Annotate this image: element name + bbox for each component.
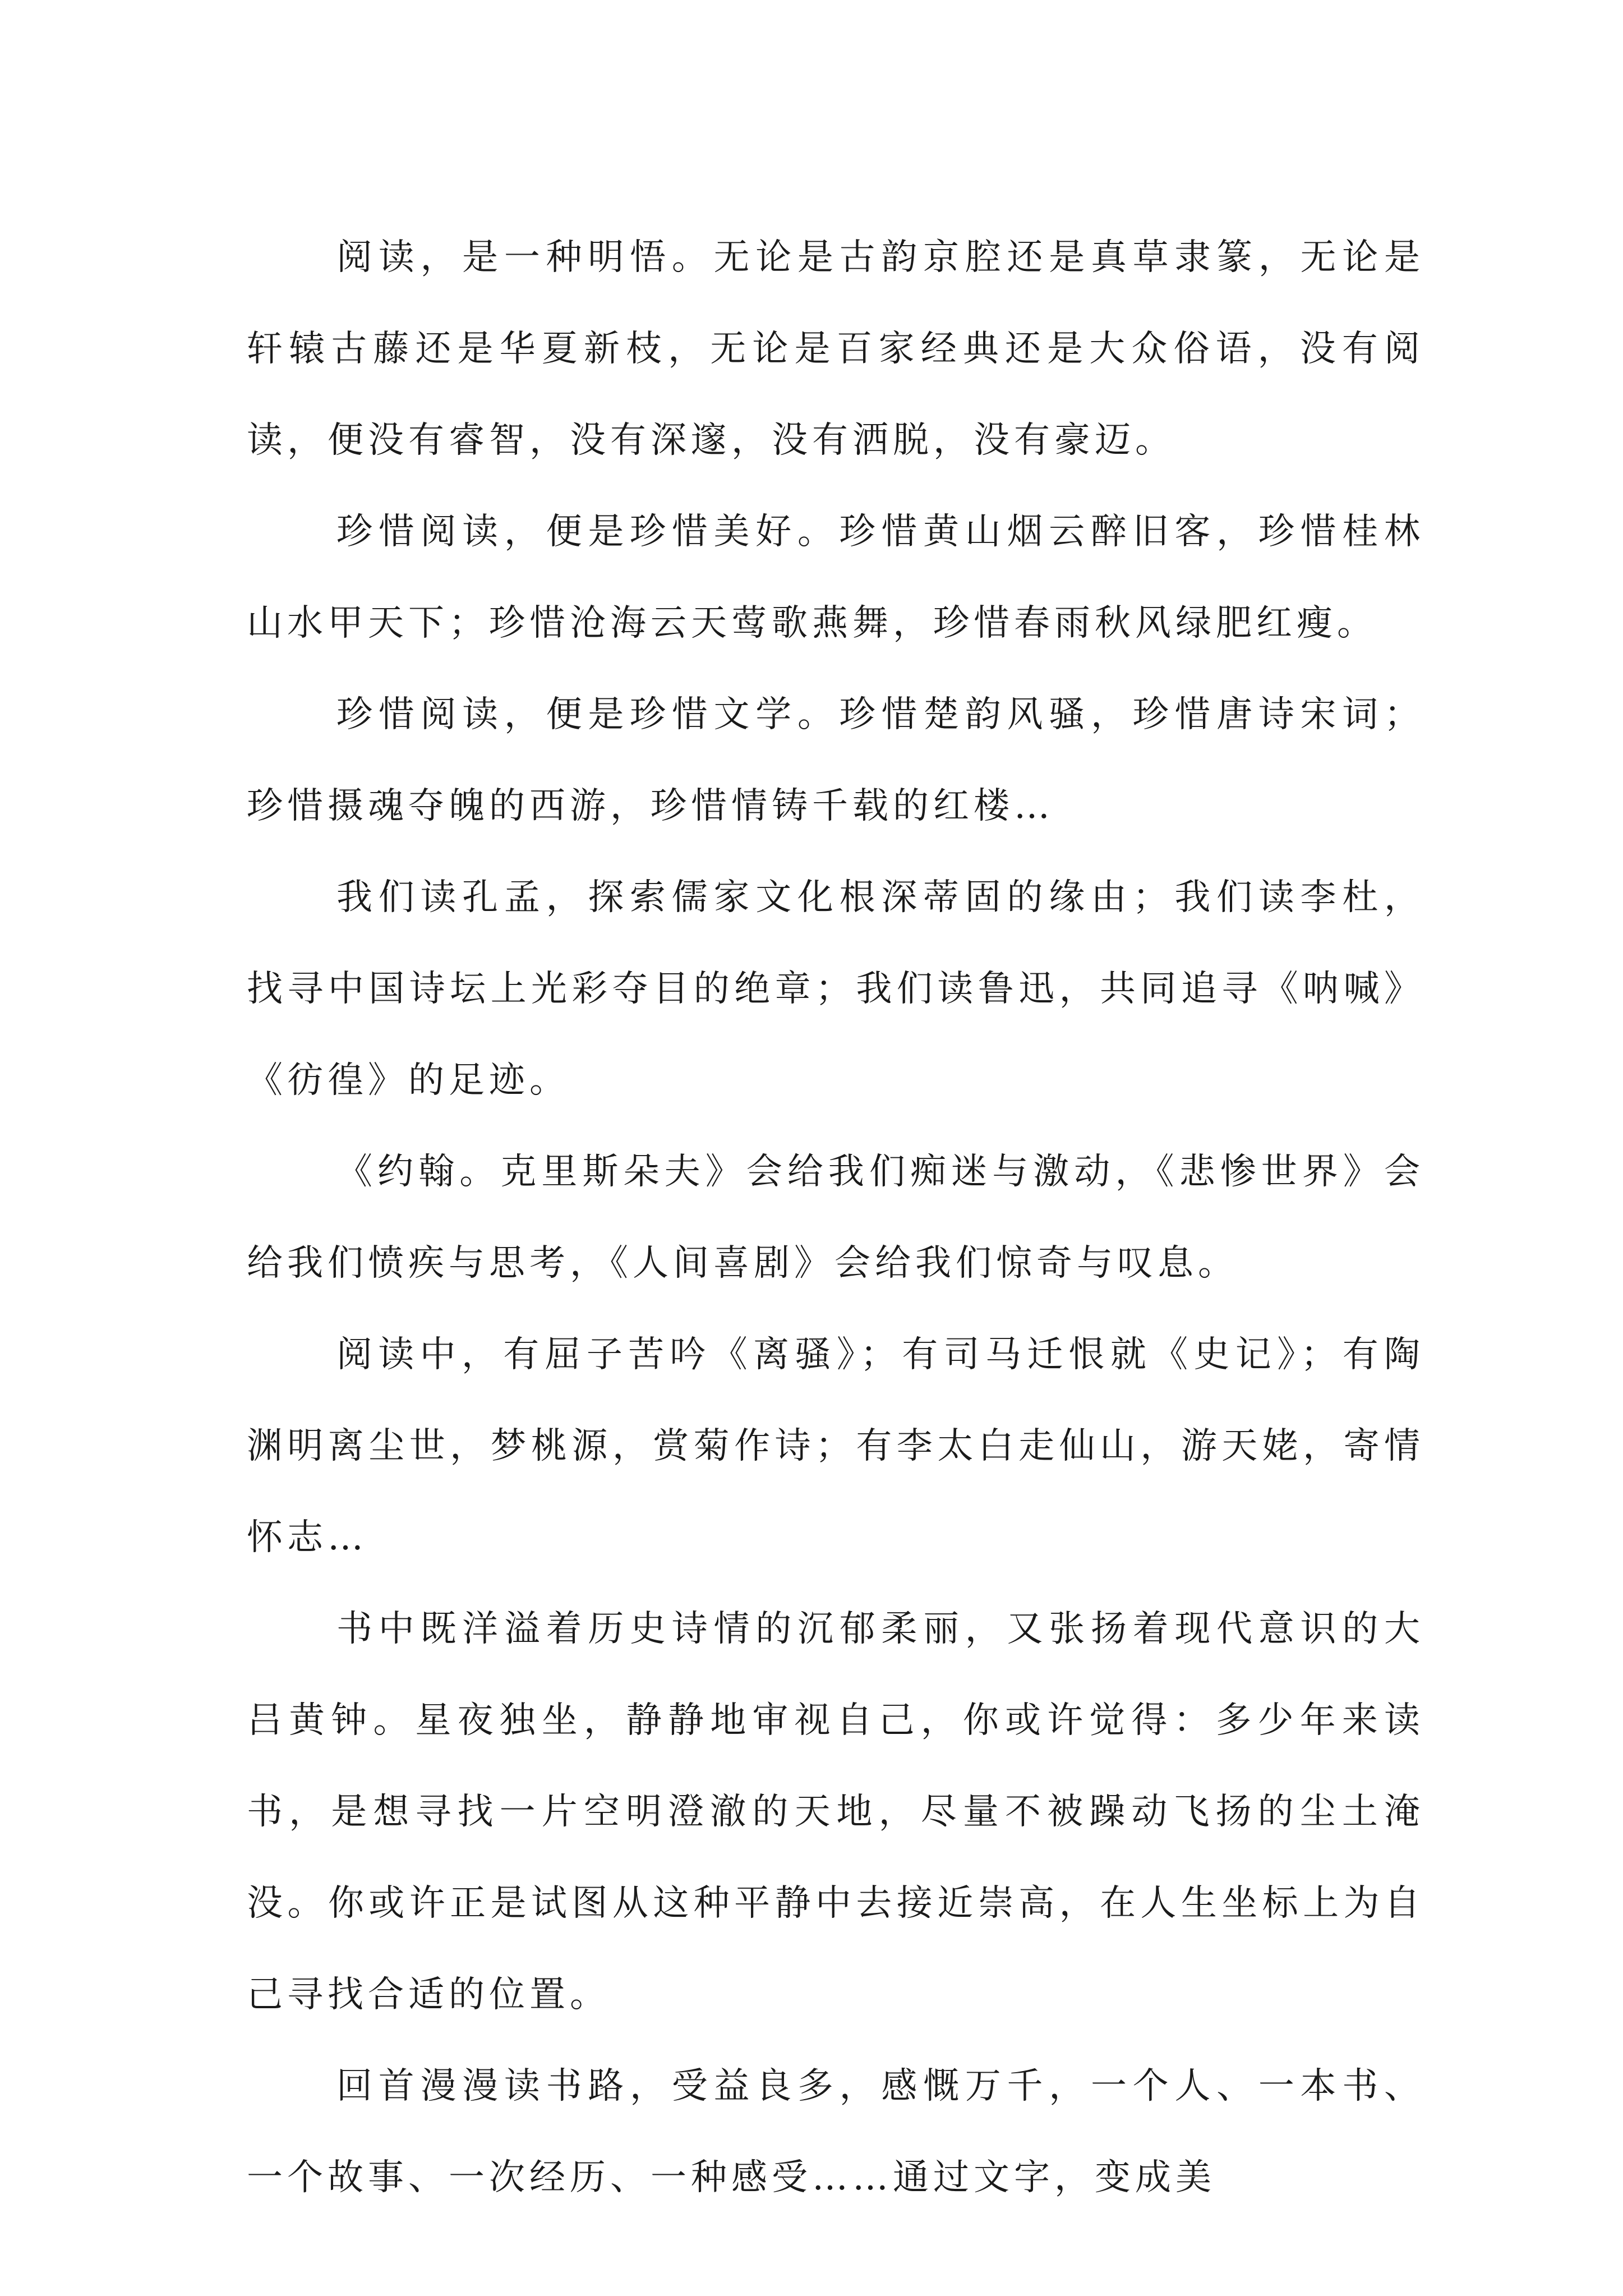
paragraph-6: 阅读中，有屈子苦吟《离骚》；有司马迁恨就《史记》；有陶渊明离尘世，梦桃源，赏菊作诗；有李太白走仙山，游天姥，寄情怀志… — [247, 1334, 1424, 1558]
paragraph-4: 我们读孔孟，探索儒家文化根深蒂固的缘由；我们读李杜，找寻中国诗坛上光彩夺目的绝章；我们读鲁迅，共同追寻《呐喊》《彷徨》的足迹。 — [247, 877, 1424, 1101]
paragraph-8: 回首漫漫读书路，受益良多，感慨万千，一个人、一本书、一个故事、一次经历、一种感受……通过文字，变成美 — [247, 2065, 1424, 2198]
paragraph-3: 珍惜阅读，便是珍惜文学。珍惜楚韵风骚，珍惜唐诗宋词；珍惜摄魂夺魄的西游，珍惜情铸千载的红楼… — [247, 694, 1424, 827]
paragraph-5: 《约翰。克里斯朵夫》会给我们痴迷与激动，《悲惨世界》会给我们愤疾与思考，《人间喜剧》会给我们惊奇与叹息。 — [247, 1151, 1424, 1284]
body-text — [247, 212, 1424, 2224]
paragraph-2: 珍惜阅读，便是珍惜美好。珍惜黄山烟云醉旧客，珍惜桂林山水甲天下；珍惜沧海云天莺歌燕舞，珍惜春雨秋风绿肥红瘦。 — [247, 511, 1424, 644]
paragraph-1: 阅读，是一种明悟。无论是古韵京腔还是真草隶篆，无论是轩辕古藤还是华夏新枝，无论是百家经典还是大众俗语，没有阅读，便没有睿智，没有深邃，没有洒脱，没有豪迈。 — [247, 237, 1424, 461]
paragraph-7: 书中既洋溢着历史诗情的沉郁柔丽，又张扬着现代意识的大吕黄钟。星夜独坐，静静地审视自己，你或许觉得：多少年来读书，是想寻找一片空明澄澈的天地，尽量不被躁动飞扬的尘土淹没。你或许正是试图从这种平静中去接近崇高，在人生坐标上为自己寻找合适的位置。 — [247, 1608, 1424, 2016]
